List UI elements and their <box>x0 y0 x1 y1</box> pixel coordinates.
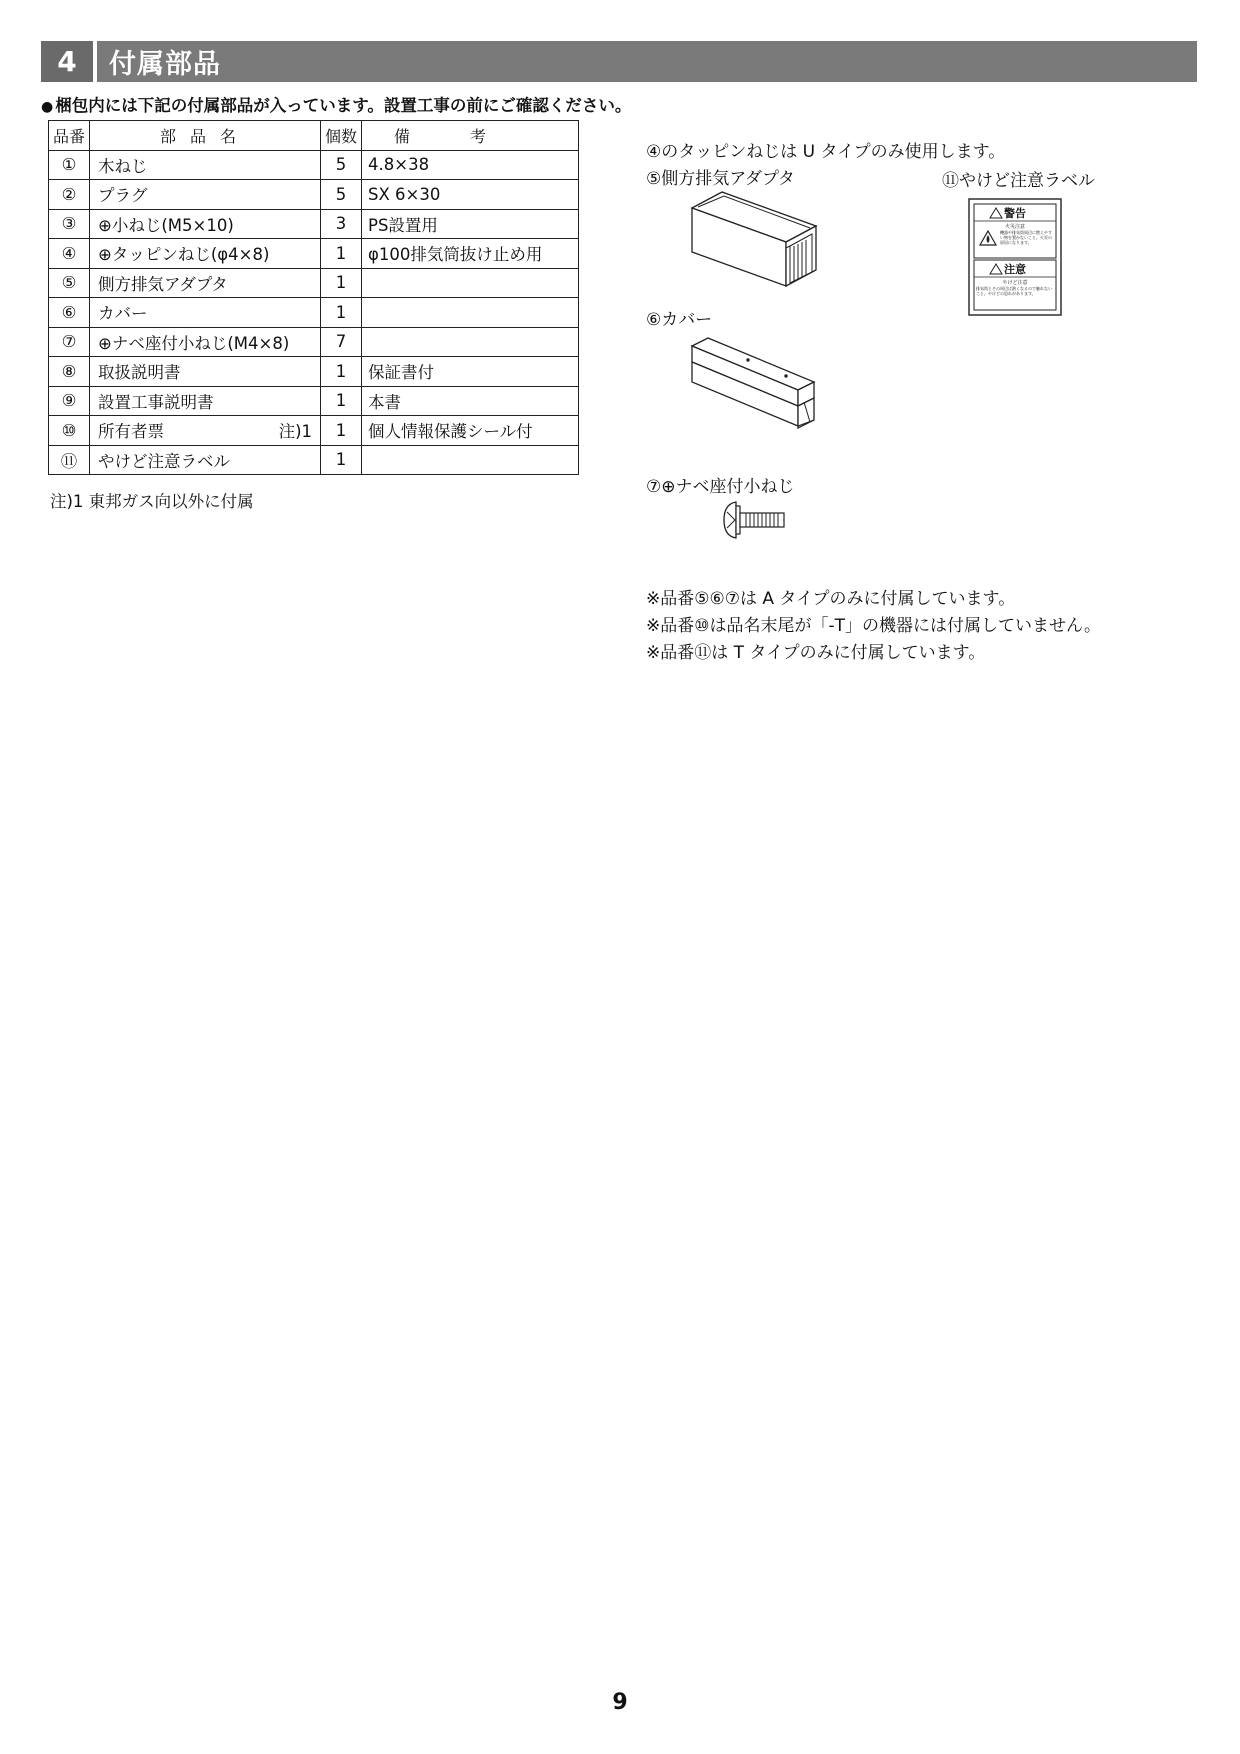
cell-note: SX 6×30 <box>362 180 579 210</box>
table-row <box>49 150 579 180</box>
cell-name <box>90 268 321 298</box>
part-name: プラグ <box>98 186 148 206</box>
label-caption: ⑪やけど注意ラベル <box>942 171 1095 191</box>
part-name: 木ねじ <box>98 156 148 176</box>
cell-name <box>90 386 321 416</box>
part-name: ⊕小ねじ(M5×10) <box>98 215 234 235</box>
pan-head-screw-figure <box>720 498 788 544</box>
part-name: やけど注意ラベル <box>98 451 230 471</box>
cell-no: ⑧ <box>49 357 90 387</box>
part-name: 所有者票 <box>98 422 164 442</box>
cell-no: ⑨ <box>49 386 90 416</box>
note-abc-types: ※品番⑤⑥⑦は A タイプのみに付属しています。 <box>646 589 1016 609</box>
header-note: 備考 <box>362 121 579 151</box>
table-row <box>49 209 579 239</box>
cell-no: ⑩ <box>49 416 90 446</box>
cell-qty: 1 <box>321 239 362 269</box>
warning-body: 機器や排気筒周辺に燃えやすい物を置かないこと。火災の原因になります。 <box>1000 230 1052 245</box>
cell-name <box>90 327 321 357</box>
cell-qty: 5 <box>321 150 362 180</box>
burn-caution-label-figure <box>968 198 1062 316</box>
section-title: 付属部品 <box>109 49 221 80</box>
side-exhaust-adapter-figure <box>688 188 828 300</box>
screw-caption: ⑦⊕ナベ座付小ねじ <box>646 477 795 497</box>
cell-name <box>90 298 321 328</box>
part-name: 取扱説明書 <box>98 363 181 383</box>
parts-table <box>48 120 579 475</box>
table-footnote: 注)1 東邦ガス向以外に付属 <box>50 492 254 511</box>
header-no: 品番 <box>49 121 90 151</box>
cell-qty: 1 <box>321 268 362 298</box>
cell-qty: 7 <box>321 327 362 357</box>
table-row <box>49 268 579 298</box>
part-name: 側方排気アダプタ <box>98 274 228 294</box>
cell-name <box>90 209 321 239</box>
cell-name <box>90 239 321 269</box>
page-number: 9 <box>612 1690 628 1715</box>
cell-no: ⑦ <box>49 327 90 357</box>
cell-note: PS設置用 <box>362 209 579 239</box>
cell-qty: 1 <box>321 386 362 416</box>
intro-text <box>41 92 631 116</box>
section-header <box>41 41 1197 82</box>
note-burn-label: ※品番⑪は T タイプのみに付属しています。 <box>646 643 986 663</box>
table-row <box>49 298 579 328</box>
cell-note: 保証書付 <box>362 357 579 387</box>
table-header-row <box>49 121 579 151</box>
part-name: カバー <box>98 304 148 324</box>
cell-no: ⑪ <box>49 445 90 475</box>
bullet-icon: ● <box>41 99 54 115</box>
cell-note <box>362 298 579 328</box>
table-row <box>49 180 579 210</box>
cell-no: ④ <box>49 239 90 269</box>
cell-note: 本書 <box>362 386 579 416</box>
cell-name <box>90 357 321 387</box>
part-name: ⊕ナベ座付小ねじ(M4×8) <box>98 333 290 353</box>
cell-note <box>362 327 579 357</box>
cell-qty: 1 <box>321 357 362 387</box>
part-suffix: 注)1 <box>278 422 312 442</box>
tapping-screw-note: ④のタッピンねじは U タイプのみ使用します。 <box>646 142 1006 162</box>
table-row <box>49 416 579 446</box>
intro-sentence: 梱包内には下記の付属部品が入っています。設置工事の前にご確認ください。 <box>55 96 632 115</box>
caution-head: やけど注意 <box>1002 280 1028 286</box>
cell-qty: 1 <box>321 445 362 475</box>
note-owner-ticket: ※品番⑩は品名末尾が「-T」の機器には付属していません。 <box>646 616 1102 636</box>
cell-name <box>90 180 321 210</box>
cell-note: 4.8×38 <box>362 150 579 180</box>
cell-qty: 1 <box>321 416 362 446</box>
cell-name <box>90 416 321 446</box>
warning-title: 警告 <box>1004 207 1026 220</box>
cell-no: ② <box>49 180 90 210</box>
cell-name <box>90 445 321 475</box>
cell-note: 個人情報保護シール付 <box>362 416 579 446</box>
part-name: 設置工事説明書 <box>98 392 214 412</box>
cell-qty: 5 <box>321 180 362 210</box>
cell-qty: 3 <box>321 209 362 239</box>
table-row <box>49 239 579 269</box>
table-row <box>49 445 579 475</box>
cover-figure <box>686 330 826 448</box>
cell-no: ③ <box>49 209 90 239</box>
cell-note: φ100排気筒抜け止め用 <box>362 239 579 269</box>
caution-body: 排気筒とその周辺は熱くなるので触れないこと。やけどの恐れがあります。 <box>976 286 1052 296</box>
cover-caption: ⑥カバー <box>646 310 713 330</box>
cell-note <box>362 268 579 298</box>
cell-no: ① <box>49 150 90 180</box>
header-name: 部品名 <box>90 121 321 151</box>
table-row <box>49 386 579 416</box>
cell-name <box>90 150 321 180</box>
cell-no: ⑤ <box>49 268 90 298</box>
warning-head: 火災注意 <box>1004 224 1026 230</box>
table-row <box>49 357 579 387</box>
section-number: 4 <box>41 41 97 82</box>
part-name: ⊕タッピンねじ(φ4×8) <box>98 245 270 265</box>
header-qty: 個数 <box>321 121 362 151</box>
adapter-caption: ⑤側方排気アダプタ <box>646 169 795 189</box>
cell-qty: 1 <box>321 298 362 328</box>
table-row <box>49 327 579 357</box>
cell-no: ⑥ <box>49 298 90 328</box>
cell-note <box>362 445 579 475</box>
caution-title: 注意 <box>1004 263 1026 276</box>
